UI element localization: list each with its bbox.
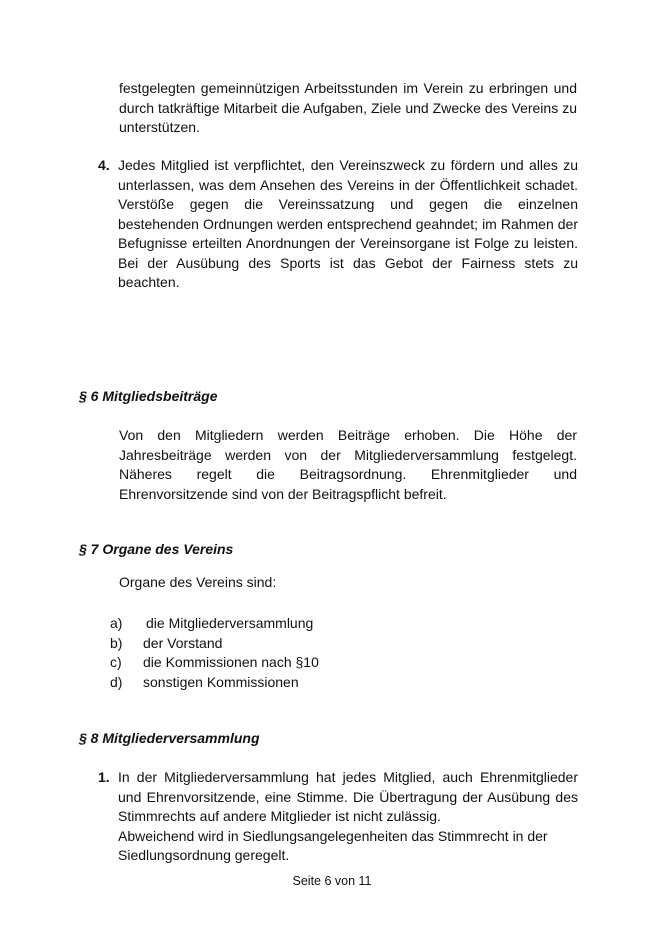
section-8-heading: § 8 Mitgliederversammlung bbox=[79, 730, 260, 746]
list-item-text: die Mitgliederversammlung bbox=[146, 615, 314, 631]
list-marker: d) bbox=[110, 673, 123, 690]
continuation-paragraph: festgelegten gemeinnützigen Arbeitsstunden im Verein zu erbringen und durch tatkräftige Mitarbeit die Aufgaben, Ziele und Zwecke des Vereins zu unterstützen. bbox=[119, 80, 577, 135]
list-item-1 bbox=[98, 768, 578, 866]
list-item-4 bbox=[98, 156, 578, 293]
list-item-text: die Kommissionen nach §10 bbox=[143, 654, 319, 670]
list-item-text-continued: Abweichend wird in Siedlungsangelegenheiten das Stimmrecht in der Siedlungsordnung geregelt. bbox=[118, 827, 548, 863]
page-number: Seite 6 von 11 bbox=[292, 874, 372, 888]
list-item-text: der Vorstand bbox=[143, 634, 223, 651]
list-item-text: Jedes Mitglied ist verpflichtet, den Vereinszweck zu fördern und alles zu unterlassen, was dem Ansehen des Vereins in der Öffentlichkeit schadet. Verstöße gegen die Vereinssatzung und gegen die einzelnen bestehenden Ordnungen werden entsprechend geahndet; im Rahmen der Befugnisse erteilten Anordnungen der Vereinsorgane ist Folge zu leisten. Bei der Ausübung des Sports ist das Gebot der Fairness stets zu beachten. bbox=[118, 157, 578, 290]
list-marker: c) bbox=[110, 654, 122, 670]
list-marker: a) bbox=[110, 615, 123, 631]
section-7-intro: Organe des Vereins sind: bbox=[119, 574, 277, 590]
list-item-number: 4. bbox=[98, 157, 110, 173]
list-marker: b) bbox=[110, 634, 123, 651]
list-item-text: sonstigen Kommissionen bbox=[143, 673, 299, 690]
section-6-heading: § 6 Mitgliedsbeiträge bbox=[79, 388, 218, 404]
section-7-heading: § 7 Organe des Vereins bbox=[79, 541, 234, 557]
section-6-paragraph: Von den Mitgliedern werden Beiträge erhoben. Die Höhe der Jahresbeiträge werden von der Mitgliederversammlung festgelegt. Näheres regelt die Beitragsordnung. Ehrenmitglieder und Ehrenvorsitzende sind von der Beitragspflicht befreit. bbox=[119, 427, 577, 502]
list-item-text: In der Mitgliederversammlung hat jedes Mitglied, auch Ehrenmitglieder und Ehrenvorsitzende, eine Stimme. Die Übertragung der Ausübung des Stimmrechts auf andere Mitglieder ist nicht zulässig. bbox=[118, 769, 578, 824]
list-item-number: 1. bbox=[98, 769, 110, 785]
